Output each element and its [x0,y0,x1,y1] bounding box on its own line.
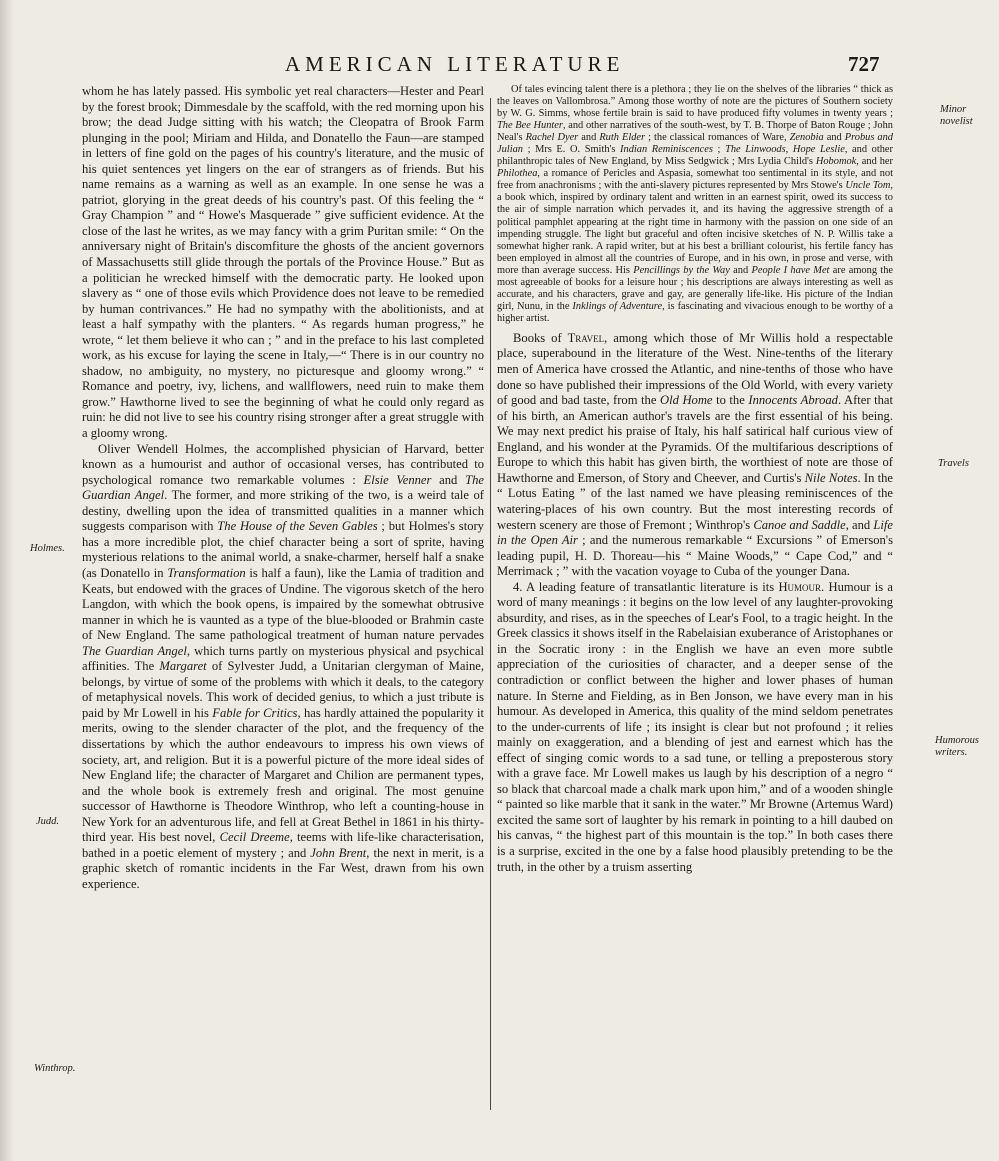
text-run: ; Mrs E. O. Smith's [522,144,621,156]
paragraph-minor-novelists [497,84,893,325]
page-number: 727 [848,52,880,76]
margin-note-travels: Travels [938,458,969,469]
text-run: , among which those of Mr Willis hold a respectable place, superabound in the literature of the West. Nine-tenths of the literary men of America have crossed the Atlantic, and nine-tenths of those who have done so have published their impressions of the Old World, with every variety of good and bad taste, from the [497,330,894,408]
margin-note-humorous: Humorous [935,735,979,746]
title-life-open-air: Life in the Open Air [497,517,893,548]
paragraph-holmes-judd-winthrop [82,442,484,893]
title-margaret: Margaret [159,659,207,674]
page-header [0,46,999,86]
text-run: , a book which, inspired by ordinary talent and written in an earnest spirit, owed its success to the air of simple narration which pervades it, and its having the aggressive strength of a political pamphlet appearing at the right time in harmony with the passion on one side of an impending struggle. The light but graceful and often incisive sketches of N. P. Willis take a somewhat higher rank. A rapid writer, but at his best a brilliant colourist, his fertile fancy has been employed in almost all the countries of Europe, and in his own, in prose and verse, with more than average success. His [497,180,893,276]
text-run: and [729,264,752,276]
text-run: , is fascinating and vivacious enough to be worthy of a higher artist. [497,300,893,324]
margin-note-holmes: Holmes. [30,543,65,554]
text-run: , a romance of Pericles and Aspasia, somewhat too sentimental in its style, and not free from anachronisms ; with the anti-slavery pictures represented by Mrs Stowe's [497,168,893,192]
left-column [82,84,484,892]
text-run: . The former, and more striking of the two, is a weird tale of destiny, dwelling upon the idea of transmitted qualities in a manner which suggests comparison with [82,488,484,534]
text-run: , which turns partly on mysterious physical and psychical affinities. The [82,643,484,674]
title-fable-for-critics: Fable for Critics [212,705,298,720]
margin-note-novelist: novelist [940,116,973,127]
text-run: Oliver Wendell Holmes, the accomplished physician of Harvard, better known as a humourist and author of occasional verses, has contributed to psychological romance two remarkable volumes : [82,441,484,487]
title-john-brent: John Brent [310,845,367,860]
text-run: are among the most agreeable of books for a leisure hour ; his descriptions are always interesting as well as accurate, and his characters, grave and gay, are generally life-like. His picture of the Indian girl, Nunu, in the [497,264,893,312]
title-people-i-have-met: People I have Met [751,264,830,276]
margin-note-writers: writers. [935,747,968,758]
title-linwoods: The Linwoods, Hope Leslie [725,144,845,156]
text-run: . After that of his birth, an American author's travels are the first essential of his being. We may next predict his praise of Italy, his half satirical half curious view of England, and his wonder at the Pyramids. Of the multifarious descriptions of Europe to which this habit has given birth, the worthiest of note are those of Hawthorne and Emerson, of Story and Cheever, and Curtis's [497,393,893,485]
title-nile-notes: Nile Notes [804,470,858,485]
text-run: ; and the numerous remarkable “ Excursions ” of Emerson's leading pupil, H. D. Thoreau—his “ Maine Woods,” “ Cape Cod,” and “ Merrimack ; ” with the vacation voyage to Cuba of the younger Dana. [497,533,893,579]
text-run: Of tales evincing talent there is a plethora ; they lie on the shelves of the libraries “ thick as the leaves on Vallombrosa.” Among those worthy of note are the pictures of Southern society by W. G. Simms, whose fertile brain is said to have produced fifty volumes in twenty years ; [497,84,893,120]
text-run: Books of [513,330,568,345]
title-canoe-and-saddle: Canoe and Saddle [753,517,846,532]
text-run: is half a faun), like the Lamia of tradition and Keats, but endowed with the graces of Undine. The vigorous sketch of the hero Langdon, with which the book opens, is impaired by the somewhat obtrusive manner in which he is vaunted as a type of the blue-blooded or Brahmin caste of New England. The same pathological treatment of human nature pervades [82,565,484,643]
title-indian-reminiscences: Indian Reminiscences [620,144,713,156]
text-run: . In the “ Lotus Eating ” of the last named we have pleasing reminiscences of the watering-places of his own country. But the most interesting records of western scenery are those of Fremont ; Winthrop's [497,470,893,532]
paragraph-humour [497,580,893,875]
title-guardian-angel-2: The Guardian Angel [82,643,187,658]
title-inklings: Inklings of Adventure [572,300,663,312]
title-elsie-venner: Elsie Venner [363,472,432,487]
text-run: and [823,132,845,144]
running-title: AMERICAN LITERATURE [285,52,625,76]
title-pencillings: Pencillings by the Way [633,264,730,276]
text-run: , and other narratives of the south-west, by T. B. Thorpe of Baton Rouge ; John Neal's [497,120,893,144]
text-run: . Humour is a word of many meanings : it begins on the low level of any laughter-provoking absurdity, and rises, as in the speeches of Lear's Fool, to a tragic height. In the Greek classics it shows itself in the Rabelaisian exuberance of Aristophanes or in the Socratic irony : in the English we have an even more subtle appreciation of the curiosities of character, and a deeper sense of the contradiction or conflict between the higher and lower phases of human nature. In Sterne and Fielding, as in Ben Jonson, we have every man in his humour. As developed in America, this quality of the mind seldom penetrates to the under-currents of life ; its insight is clear but not profound ; it relies mainly on exaggeration, and a blending of jest and earnest which has the effect of singing comic words to a sad tune, or telling a preposterous story with a grave face. Mr Lowell makes us laugh by his description of a negro “ so black that charcoal made a chalk mark upon him,” and of a wooden shingle “ painted so like marble that it sank in the water.” Mr Browne (Artemus Ward) excited the same sort of laughter by his remark in pointing to a hill daubed on his canvas, “ the highest part of this mountain is the top.” In both cases there is a surprise, excited in the one by a false hood plausibly pretending to be the truth, in the other by a truism asserting [497,579,893,874]
paragraph-travels [497,331,893,580]
text-run: , teems with life-like characterisation, bathed in a poetic element of mystery ; and [82,830,485,860]
text-run: , and other philanthropic tales of New England, by Miss Sedgwick ; Mrs Lydia Child's [497,144,893,168]
text-run: ; [712,144,726,156]
title-seven-gables: The House of the Seven Gables [217,519,378,534]
small-caps-travel: Travel [567,330,605,345]
small-caps-humour: Humour [778,579,822,594]
title-cecil-dreeme: Cecil Dreeme [219,830,290,845]
column-divider [490,98,491,1110]
text-run: and [431,472,466,487]
title-transformation: Transformation [167,565,246,580]
margin-note-minor: Minor [940,104,967,115]
title-uncle-tom: Uncle Tom [845,180,891,192]
title-hobomok: Hobomok [815,156,857,168]
title-innocents-abroad: Innocents Abroad [748,393,838,408]
text-run: , and her [856,156,893,168]
margin-note-winthrop: Winthrop. [34,1063,76,1074]
margin-note-judd: Judd. [36,816,60,827]
title-probus-julian: Probus and Julian [497,132,894,156]
title-rachel-dyer: Rachel Dyer [525,132,579,144]
page-gutter-shadow [0,0,14,1161]
text-run: , the next in merit, is a graphic sketch of romantic incidents in the Far West, drawn from his own experience. [82,845,485,891]
text-run: ; the classical romances of Ware, [645,132,790,144]
text-run: to the [712,393,749,408]
right-column [497,84,893,875]
text-run: , has hardly attained the popularity it merits, owing to the slender character of the plot, and the frequency of the dissertations by which the author endeavours to impress his own views of society, art, and religion. But it is a powerful picture of the more ideal sides of New England life; the character of Margaret and Chilion are permanent types, and the whole book is extremely fresh and original. The most genuine successor of Hawthorne is Theodore Winthrop, who left a counting-house in New York for an adventurous life, and fell at Great Bethel in 1861 in his thirty-third year. His best novel, [82,705,484,845]
text-run: , and [845,517,874,532]
title-bee-hunter: The Bee Hunter [497,120,563,132]
title-guardian-angel: The Guardian Angel [82,472,484,503]
right-column-body [497,331,893,875]
paragraph-hawthorne-continued: whom he has lately passed. His symbolic yet real characters—Hester and Pearl by the forest brook; Dimmesdale by the scaffold, with the red morning upon his brow; the dead Judge sitting with his watch; the Cleopatra of Brook Farm plunging in the pool; Miriam and Hilda, and Donatello the Faun—are stamped in letters of fine gold on the pages of his country's literature, and the music of his quiet sentences yet lingers on the ear of strangers as of friends. But his name remains as a warning as well as an example. In one sense he was a patriot, glorying in the great deeds of his country's past. Of this feeling the “ Gray Champion ” and “ Howe's Masquerade ” give sufficient evidence. At the close of the last he writes, as we may fancy with a grim Puritan smile: “ On the anniversary night of Britain's discomfiture the ghosts of the ancient governors of Massachusetts still glide through the portals of the Province House.” But as a politician he wrecked himself with the democratic party. He looked upon slavery as “ one of those evils which Providence does not leave to be remedied by human contrivances.” He had no sympathy with the abolitionists, and at least a half sympathy with the planters. “ As regards human progress,” he wrote, “ let them believe it who can ; ” and in the preface to his last completed work, as his excuse for laying the scene in Italy,—“ There is in our country no shadow, no ambiguity, no mystery, no picturesque and gloomy wrong.” “ Romance and poetry, ivy, lichens, and wallflowers, need ruin to make them grow.” Hawthorne lived to see the beginning of what he could only regard as ruin: he did not live to see his country rising stronger after a great struggle with a gloomy wrong. [82,84,484,441]
text-run: 4. A leading feature of transatlantic literature is its [513,579,779,594]
title-zenobia: Zenobia [789,132,824,144]
text-run: of Sylvester Judd, a Unitarian clergyman of Maine, belongs, by virtue of some of the problems with which it deals, to the category of metaphysical novels. This work of decided genius, to which a just tribute is paid by Mr Lowell in his [82,659,484,720]
text-run: and [578,132,600,144]
title-old-home: Old Home [660,393,713,408]
title-philothea: Philothea [497,168,538,180]
text-run: ; but Holmes's story has a more incredible plot, the chief character being a sort of sprite, having mysterious relations to the animal world, a snake-charmer, herself half a snake (as Donatello in [82,519,484,580]
title-ruth-elder: Ruth Elder [599,132,646,144]
